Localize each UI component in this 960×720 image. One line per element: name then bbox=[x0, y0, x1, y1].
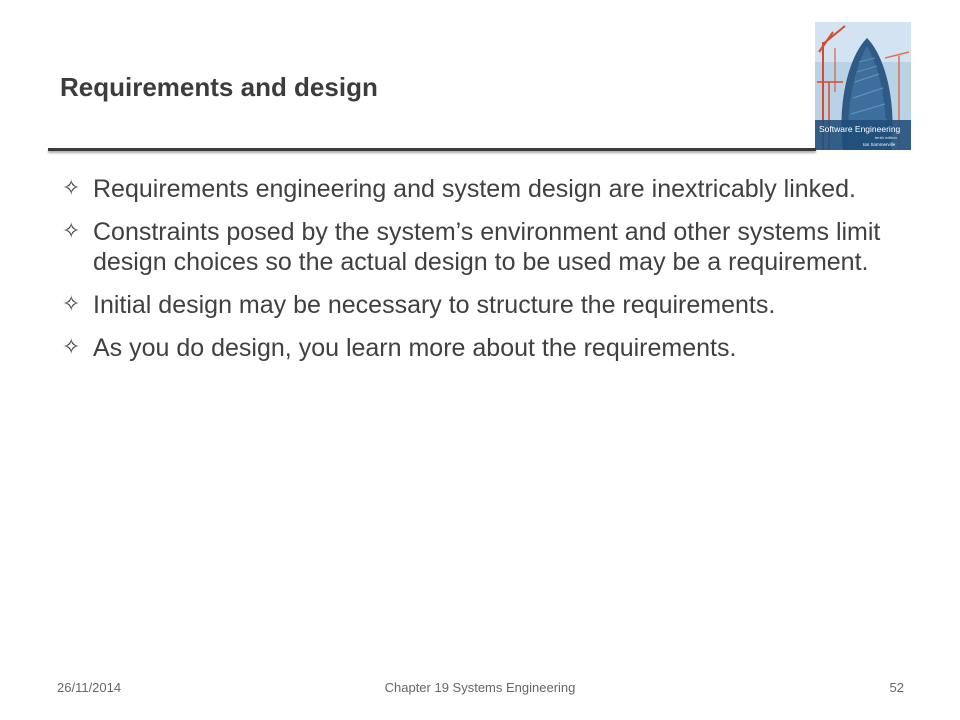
star-bullet-icon: ✧ bbox=[62, 219, 81, 244]
bullet-item bbox=[60, 217, 890, 277]
footer-page-number: 52 bbox=[889, 680, 904, 695]
cover-title: Software Engineering bbox=[819, 124, 901, 134]
cover-author: Ian Sommerville bbox=[863, 142, 896, 147]
bullet-item bbox=[60, 290, 890, 320]
star-bullet-icon: ✧ bbox=[62, 292, 81, 317]
title-divider bbox=[48, 148, 816, 151]
bullet-list bbox=[60, 174, 890, 376]
slide-title: Requirements and design bbox=[60, 72, 378, 102]
book-cover-graphic bbox=[815, 22, 911, 150]
bullet-text: As you do design, you learn more about the requirements. bbox=[93, 334, 737, 362]
bullet-item bbox=[60, 174, 890, 204]
footer-date: 26/11/2014 bbox=[57, 680, 122, 695]
cover-edition: tenth edition bbox=[875, 135, 897, 140]
bullet-text: Requirements engineering and system design are inextricably linked. bbox=[93, 175, 856, 203]
bullet-text: Initial design may be necessary to structure the requirements. bbox=[93, 291, 776, 319]
star-bullet-icon: ✧ bbox=[62, 335, 81, 360]
book-cover-image bbox=[815, 22, 911, 150]
bullet-item bbox=[60, 333, 890, 363]
bullet-text: Constraints posed by the system’s environment and other systems limit design choices so the actual design to be used may be a requirement. bbox=[93, 218, 881, 276]
star-bullet-icon: ✧ bbox=[62, 176, 81, 201]
footer-chapter: Chapter 19 Systems Engineering bbox=[384, 680, 576, 695]
